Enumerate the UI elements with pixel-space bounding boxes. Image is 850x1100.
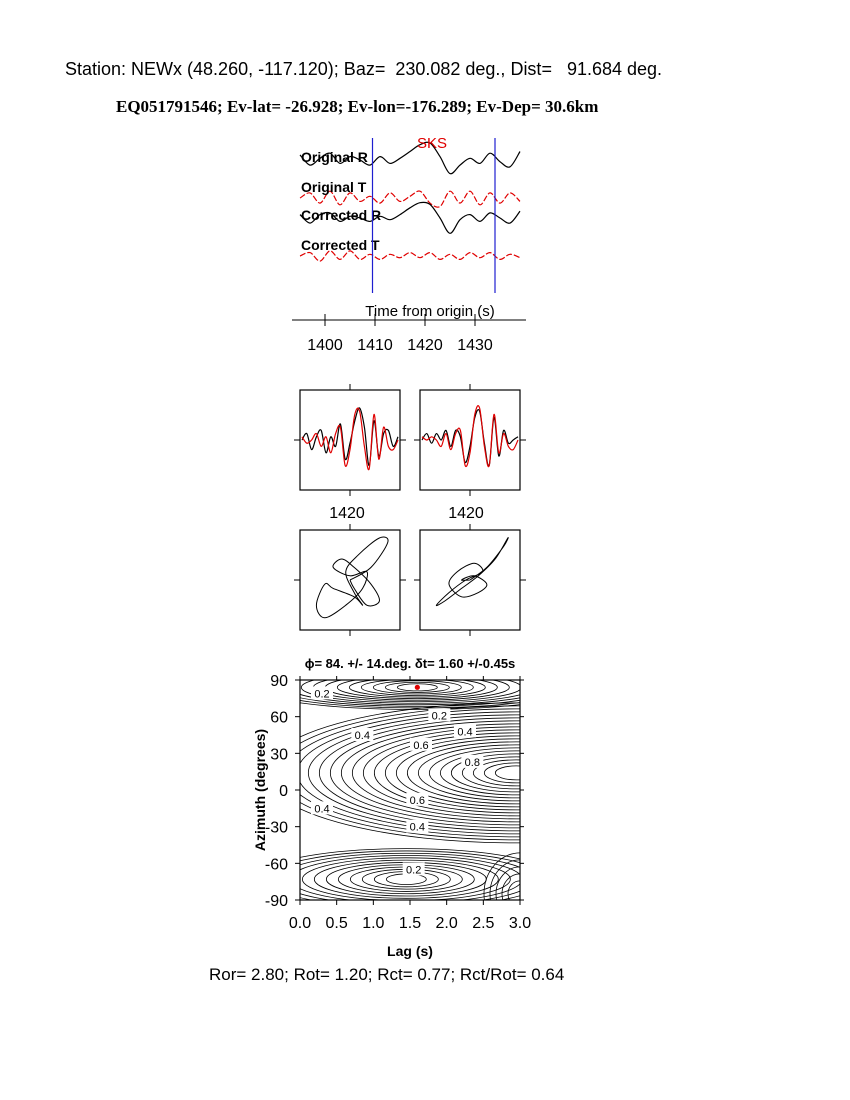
- contour-label-7: 0.4: [314, 803, 330, 816]
- misfit-x-tick-label-7: 3.0: [508, 915, 532, 932]
- ratios-summary: Ror= 2.80; Rot= 1.20; Rct= 0.77; Rct/Rot= 0.64: [209, 965, 565, 984]
- contour-middle-16: [330, 721, 702, 825]
- waveform-overlay-original-tick-label: 1420: [329, 505, 365, 522]
- misfit-y-tick-label-4: 0: [279, 783, 288, 800]
- contour-label-10: 0.2: [406, 864, 422, 877]
- contour-label-8: 0.6: [409, 794, 425, 807]
- contour-middle-3: [473, 760, 559, 786]
- seismogram-trace-label-3: Corrected R: [301, 207, 382, 223]
- contour-lines: [253, 665, 768, 935]
- wf-corr-frame: [420, 390, 520, 490]
- contour-middle-7: [429, 748, 603, 798]
- seismogram-trace-label-1: Original R: [301, 149, 368, 165]
- misfit-y-tick-label-6: -60: [264, 856, 288, 874]
- time-axis-tick-label-2: 1410: [357, 337, 393, 354]
- waveform-overlay-corrected-tick-label: 1420: [448, 505, 484, 522]
- contour-label-3: 0.4: [457, 726, 473, 739]
- time-axis-tick-label-3: 1420: [407, 337, 443, 354]
- contour-label-9: 0.4: [409, 821, 425, 834]
- misfit-y-tick-label-7: -90: [264, 893, 288, 910]
- contour-lower-11: [266, 851, 546, 908]
- time-axis: [292, 303, 526, 354]
- misfit-x-tick-label-1: 0.0: [288, 915, 312, 932]
- phase-label-sks: SKS: [416, 135, 448, 152]
- contour-middle-10: [396, 739, 636, 807]
- contour-label-4: 0.4: [354, 730, 370, 742]
- best-fit-marker: [415, 685, 420, 690]
- particle-motion-corrected: [414, 524, 526, 636]
- misfit-x-tick-label-4: 1.5: [398, 915, 422, 932]
- station-info: Station: NEWx (48.260, -117.120); Baz= 230.082 deg., Dist= 91.684 deg.: [65, 59, 663, 79]
- misfit-x-tick-label-2: 0.5: [325, 915, 348, 932]
- misfit-grid-xlabel: Lag (s): [387, 943, 433, 959]
- wf-orig-trace-1: [302, 408, 398, 466]
- contour-label-2: 0.2: [431, 710, 447, 723]
- misfit-y-tick-label-2: 60: [270, 709, 288, 727]
- misfit-y-tick-label-1: 90: [270, 673, 288, 690]
- time-axis-tick-label-4: 1430: [457, 337, 493, 354]
- time-axis-label: Time from origin (s): [365, 303, 495, 320]
- misfit-x-tick-label-3: 1.0: [362, 915, 385, 932]
- time-axis-tick-label-1: 1400: [307, 337, 343, 354]
- wf-orig-trace-2: [302, 408, 398, 470]
- misfit-y-tick-label-3: 30: [270, 746, 288, 764]
- contour-middle-8: [418, 745, 614, 801]
- contour-label-6: 0.8: [464, 756, 480, 769]
- waveform-overlay-original: [294, 384, 406, 496]
- contour-label-5: 0.6: [413, 739, 429, 752]
- waveform-overlay-corrected: [414, 384, 526, 496]
- wf-corr-trace-2: [422, 406, 518, 467]
- contour-middle-1: [495, 766, 537, 780]
- misfit-grid-title: ϕ= 84. +/- 14.deg. δt= 1.60 +/-0.45s: [304, 656, 516, 671]
- wf-corr-trace-1: [422, 410, 518, 467]
- contour-middle-21: [275, 706, 757, 840]
- contour-middle-17: [319, 718, 713, 828]
- contour-label-1: 0.2: [314, 688, 330, 701]
- particle-motion-original: [294, 524, 406, 636]
- contour-middle-14: [352, 727, 680, 819]
- pm-corr-trajectory: [436, 538, 508, 606]
- seismogram-trace-label-4: Corrected T: [301, 237, 380, 253]
- pm-orig-trajectory: [316, 537, 388, 618]
- misfit-grid-panel: [253, 665, 768, 935]
- seismogram-trace-label-2: Original T: [301, 179, 367, 195]
- seismogram-panel: [300, 135, 520, 293]
- misfit-x-tick-label-6: 2.5: [472, 915, 495, 932]
- misfit-x-tick-label-5: 2.0: [435, 915, 458, 932]
- misfit-y-tick-label-5: -30: [264, 819, 288, 837]
- misfit-grid-ylabel: Azimuth (degrees): [252, 728, 268, 852]
- event-info: EQ051791546; Ev-lat= -26.928; Ev-lon=-176.289; Ev-Dep= 30.6km: [116, 97, 599, 116]
